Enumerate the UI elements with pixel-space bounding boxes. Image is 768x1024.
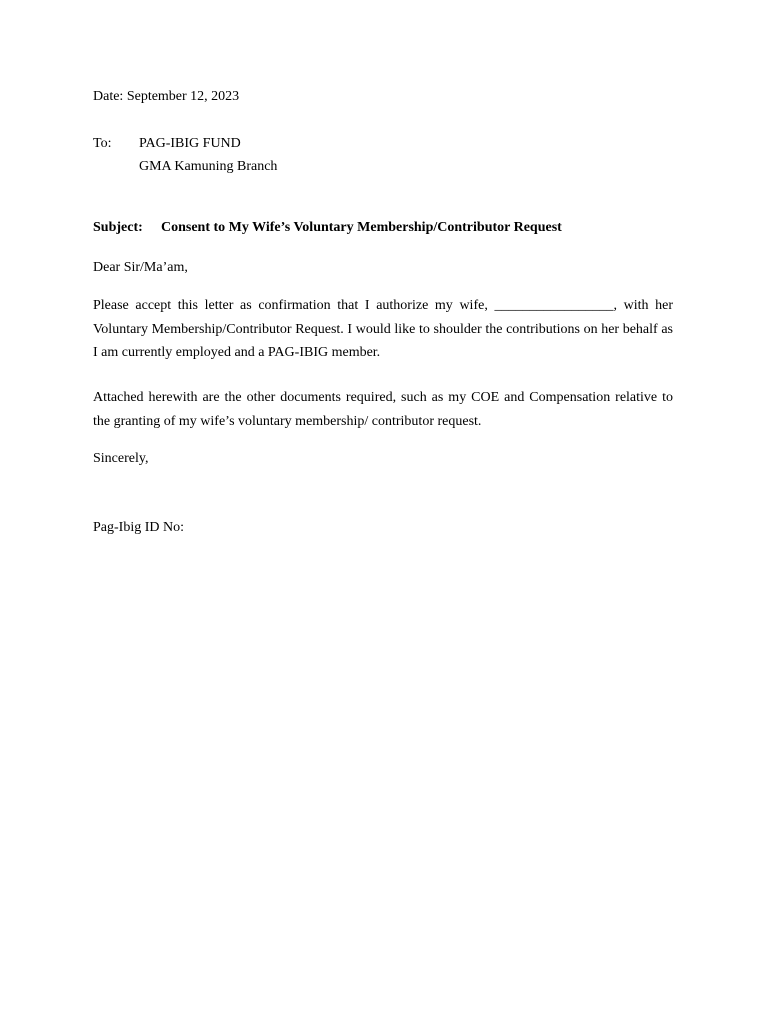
- subject-text: Consent to My Wife’s Voluntary Membership/Contributor Request: [161, 220, 562, 235]
- recipient-branch: GMA Kamuning Branch: [139, 159, 278, 174]
- date-line: Date: September 12, 2023: [93, 89, 240, 104]
- subject-label: Subject:: [93, 220, 143, 235]
- body-paragraph-authorization: Please accept this letter as confirmation that I authorize my wife, _________________, with her Voluntary Membership/Contributor Request. I would like to shoulder the contributions on her behalf as I am currently employed and a PAG-IBIG member.: [93, 298, 673, 360]
- to-label: To:: [93, 136, 112, 151]
- salutation: Dear Sir/Ma’am,: [93, 260, 188, 275]
- recipient-name: PAG-IBIG FUND: [139, 136, 241, 151]
- pag-ibig-id-label: Pag-Ibig ID No:: [93, 520, 184, 535]
- closing: Sincerely,: [93, 451, 149, 466]
- body-paragraph-attachments: Attached herewith are the other documents required, such as my COE and Compensation relative to the granting of my wife’s voluntary membership/ contributor request.: [93, 390, 673, 429]
